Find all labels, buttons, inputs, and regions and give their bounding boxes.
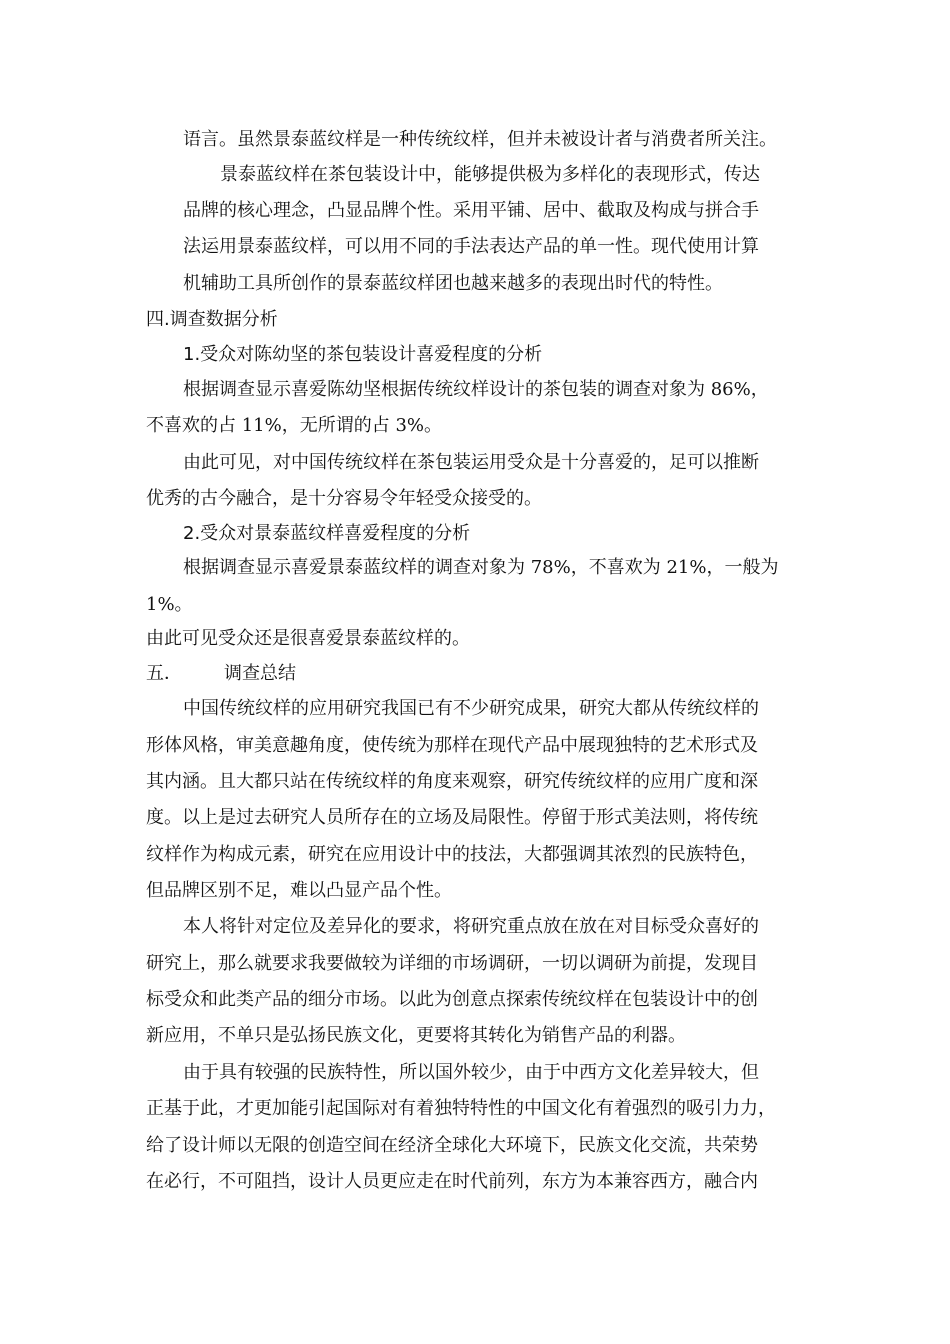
text-line: 但品牌区别不足，难以凸显产品个性。 — [146, 880, 452, 901]
section-number: 五． — [146, 663, 182, 684]
text-line: 机辅助工具所创作的景泰蓝纹样团也越来越多的表现出时代的特性。 — [183, 273, 723, 294]
text-line: 根据调查显示喜爱陈幼坚根据传统纹样设计的茶包装的调查对象为 86%， — [183, 379, 769, 400]
text-line: 标受众和此类产品的细分市场。以此为创意点探索传统纹样在包装设计中的创 — [146, 989, 758, 1010]
text-line: 1%。 — [146, 594, 193, 615]
text-line: 由于具有较强的民族特性，所以国外较少，由于中西方文化差异较大，但 — [183, 1062, 759, 1083]
text-line: 由此可见，对中国传统纹样在茶包装运用受众是十分喜爱的，足可以推断 — [183, 452, 759, 473]
text-line: 形体风格，审美意趣角度，使传统为那样在现代产品中展现独特的艺术形式及 — [146, 735, 758, 756]
text-line: 中国传统纹样的应用研究我国已有不少研究成果，研究大都从传统纹样的 — [183, 698, 759, 719]
text-line: 在必行，不可阻挡，设计人员更应走在时代前列，东方为本兼容西方，融合内 — [146, 1171, 758, 1192]
text-line: 不喜欢的占 11%，无所谓的占 3%。 — [146, 415, 443, 436]
text-line: 本人将针对定位及差异化的要求，将研究重点放在放在对目标受众喜好的 — [183, 916, 759, 937]
text-line: 其内涵。且大都只站在传统纹样的角度来观察，研究传统纹样的应用广度和深 — [146, 771, 758, 792]
text-line: 研究上，那么就要求我要做较为详细的市场调研，一切以调研为前提，发现目 — [146, 953, 758, 974]
subsection-heading: 2.受众对景泰蓝纹样喜爱程度的分析 — [183, 523, 471, 544]
text-line: 度。以上是过去研究人员所存在的立场及局限性。停留于形式美法则，将传统 — [146, 807, 758, 828]
text-line: 正基于此，才更加能引起国际对有着独特特性的中国文化有着强烈的吸引力力， — [146, 1098, 776, 1119]
text-line: 品牌的核心理念，凸显品牌个性。采用平铺、居中、截取及构成与拼合手 — [183, 200, 759, 221]
text-line: 纹样作为构成元素，研究在应用设计中的技法，大都强调其浓烈的民族特色， — [146, 844, 758, 865]
text-line: 语言。虽然景泰蓝纹样是一种传统纹样，但并未被设计者与消费者所关注。 — [183, 129, 777, 150]
text-line: 由此可见受众还是很喜爱景泰蓝纹样的。 — [146, 628, 470, 649]
section-heading — [146, 662, 296, 686]
text-line: 新应用，不单只是弘扬民族文化，更要将其转化为销售产品的利器。 — [146, 1025, 686, 1046]
section-heading: 四.调查数据分析 — [146, 309, 278, 330]
text-line: 给了设计师以无限的创造空间在经济全球化大环境下，民族文化交流，共荣势 — [146, 1135, 758, 1156]
text-line: 法运用景泰蓝纹样，可以用不同的手法表达产品的单一性。现代使用计算 — [183, 236, 759, 257]
text-line: 景泰蓝纹样在茶包装设计中，能够提供极为多样化的表现形式，传达 — [220, 164, 760, 185]
text-line: 根据调查显示喜爱景泰蓝纹样的调查对象为 78%，不喜欢为 21%，一般为 — [183, 557, 779, 578]
section-title: 调查总结 — [224, 663, 296, 684]
subsection-heading: 1.受众对陈幼坚的茶包装设计喜爱程度的分析 — [183, 344, 543, 365]
text-line: 优秀的古今融合，是十分容易令年轻受众接受的。 — [146, 488, 542, 509]
